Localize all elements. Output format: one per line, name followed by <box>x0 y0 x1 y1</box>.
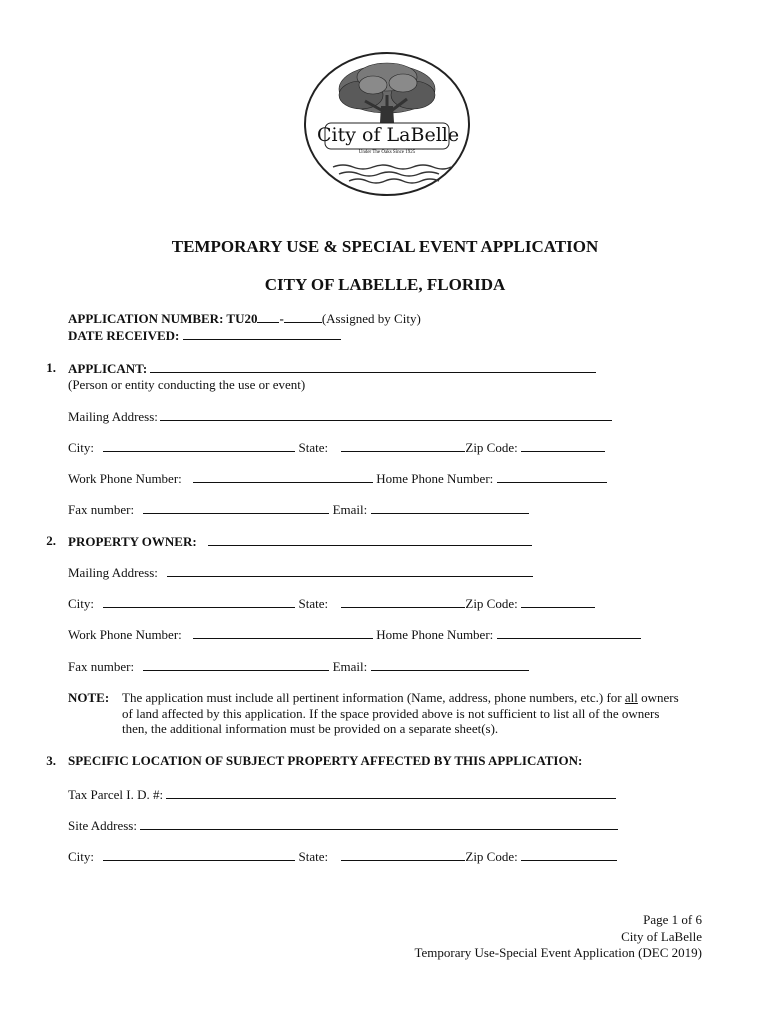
applicant-state-label: State: <box>298 440 329 455</box>
location-heading: SPECIFIC LOCATION OF SUBJECT PROPERTY AFFECTED BY THIS APPLICATION: <box>68 753 583 768</box>
applicant-home-phone-field[interactable] <box>497 470 607 483</box>
applicant-state-field[interactable] <box>341 439 465 452</box>
location-state-field[interactable] <box>341 848 465 861</box>
applicant-fax-field[interactable] <box>143 501 329 514</box>
note-text-all: all <box>624 690 638 705</box>
owner-work-phone-label: Work Phone Number: <box>68 627 182 642</box>
owner-email-label: Email: <box>332 659 368 674</box>
tax-parcel-row <box>68 786 616 803</box>
footer-doc-title: Temporary Use-Special Event Application (DEC 2019) <box>414 945 702 960</box>
owner-field[interactable] <box>208 533 532 546</box>
location-city-row <box>68 848 617 865</box>
applicant-city-field[interactable] <box>103 439 295 452</box>
application-number-dash: - <box>279 311 284 326</box>
section-number-2: 2. <box>46 533 56 548</box>
owner-state-field[interactable] <box>341 595 465 608</box>
page-title: TEMPORARY USE & SPECIAL EVENT APPLICATION <box>171 237 599 256</box>
applicant-field[interactable] <box>150 360 596 373</box>
applicant-mailing-label: Mailing Address: <box>68 409 158 424</box>
location-zip-label: Zip Code: <box>465 849 518 864</box>
applicant-fax-row <box>68 501 529 518</box>
applicant-fax-label: Fax number: <box>68 502 135 517</box>
section-number-3: 3. <box>46 753 56 768</box>
site-address-field[interactable] <box>140 817 618 830</box>
note-text-pre: The application must include all pertinent information (Name, address, phone numbers, etc.) for <box>122 690 625 705</box>
applicant-city-label: City: <box>68 440 95 455</box>
logo-tagline: Under The Oaks Since 1925 <box>358 150 416 155</box>
owner-home-phone-field[interactable] <box>497 626 641 639</box>
applicant-subtext: (Person or entity conducting the use or event) <box>68 377 306 392</box>
application-number-row <box>68 310 421 327</box>
date-received-field[interactable] <box>183 327 341 340</box>
owner-mailing-field[interactable] <box>167 564 533 577</box>
applicant-phone-row <box>68 470 607 487</box>
city-logo <box>303 51 471 197</box>
owner-zip-label: Zip Code: <box>465 596 518 611</box>
location-city-label: City: <box>68 849 95 864</box>
footer <box>414 912 702 962</box>
location-state-label: State: <box>298 849 329 864</box>
owner-fax-field[interactable] <box>143 658 329 671</box>
note-text <box>122 690 682 737</box>
owner-mailing-label: Mailing Address: <box>68 565 158 580</box>
owner-email-field[interactable] <box>371 658 529 671</box>
owner-label: PROPERTY OWNER: <box>68 534 197 549</box>
application-year-field[interactable] <box>257 310 279 323</box>
tax-parcel-field[interactable] <box>166 786 616 799</box>
applicant-home-phone-label: Home Phone Number: <box>376 471 494 486</box>
owner-row <box>68 533 532 550</box>
logo-city-of: City of <box>317 124 381 146</box>
note-text-post: owners of land affected by this application. If the space provided above is not sufficient to list all of the owners then, the additional information must be provided on a separate sheet(s). <box>122 690 679 736</box>
location-zip-field[interactable] <box>521 848 617 861</box>
owner-city-row <box>68 595 595 612</box>
applicant-email-label: Email: <box>332 502 368 517</box>
applicant-city-row <box>68 439 605 456</box>
applicant-work-phone-label: Work Phone Number: <box>68 471 182 486</box>
owner-city-field[interactable] <box>103 595 295 608</box>
note-label: NOTE: <box>68 690 110 705</box>
owner-mailing-row <box>68 564 533 581</box>
applicant-label: APPLICANT: <box>68 361 148 376</box>
footer-page-number: Page 1 of 6 <box>643 912 702 927</box>
applicant-zip-field[interactable] <box>521 439 605 452</box>
applicant-work-phone-field[interactable] <box>193 470 373 483</box>
application-number-note: (Assigned by City) <box>321 311 421 326</box>
owner-work-phone-field[interactable] <box>193 626 373 639</box>
application-number-label: APPLICATION NUMBER: TU20 <box>68 311 258 326</box>
applicant-mailing-row <box>68 408 612 425</box>
date-received-label: DATE RECEIVED: <box>68 328 180 343</box>
footer-org: City of LaBelle <box>621 928 702 944</box>
page-subtitle: CITY OF LABELLE, FLORIDA <box>264 275 506 294</box>
owner-zip-field[interactable] <box>521 595 595 608</box>
location-city-field[interactable] <box>103 848 295 861</box>
applicant-row <box>68 360 596 377</box>
owner-phone-row <box>68 626 641 643</box>
application-sequence-field[interactable] <box>284 310 322 323</box>
owner-city-label: City: <box>68 596 95 611</box>
tax-parcel-label: Tax Parcel I. D. #: <box>68 787 164 802</box>
owner-fax-row <box>68 658 529 675</box>
site-address-label: Site Address: <box>68 818 137 833</box>
owner-fax-label: Fax number: <box>68 659 135 674</box>
owner-state-label: State: <box>298 596 329 611</box>
applicant-zip-label: Zip Code: <box>465 440 518 455</box>
date-received-row <box>68 327 341 344</box>
site-address-row <box>68 817 618 834</box>
logo-labelle: LaBelle <box>386 124 460 146</box>
applicant-email-field[interactable] <box>371 501 529 514</box>
owner-home-phone-label: Home Phone Number: <box>376 627 494 642</box>
applicant-mailing-field[interactable] <box>160 408 612 421</box>
section-number-1: 1. <box>46 360 56 375</box>
